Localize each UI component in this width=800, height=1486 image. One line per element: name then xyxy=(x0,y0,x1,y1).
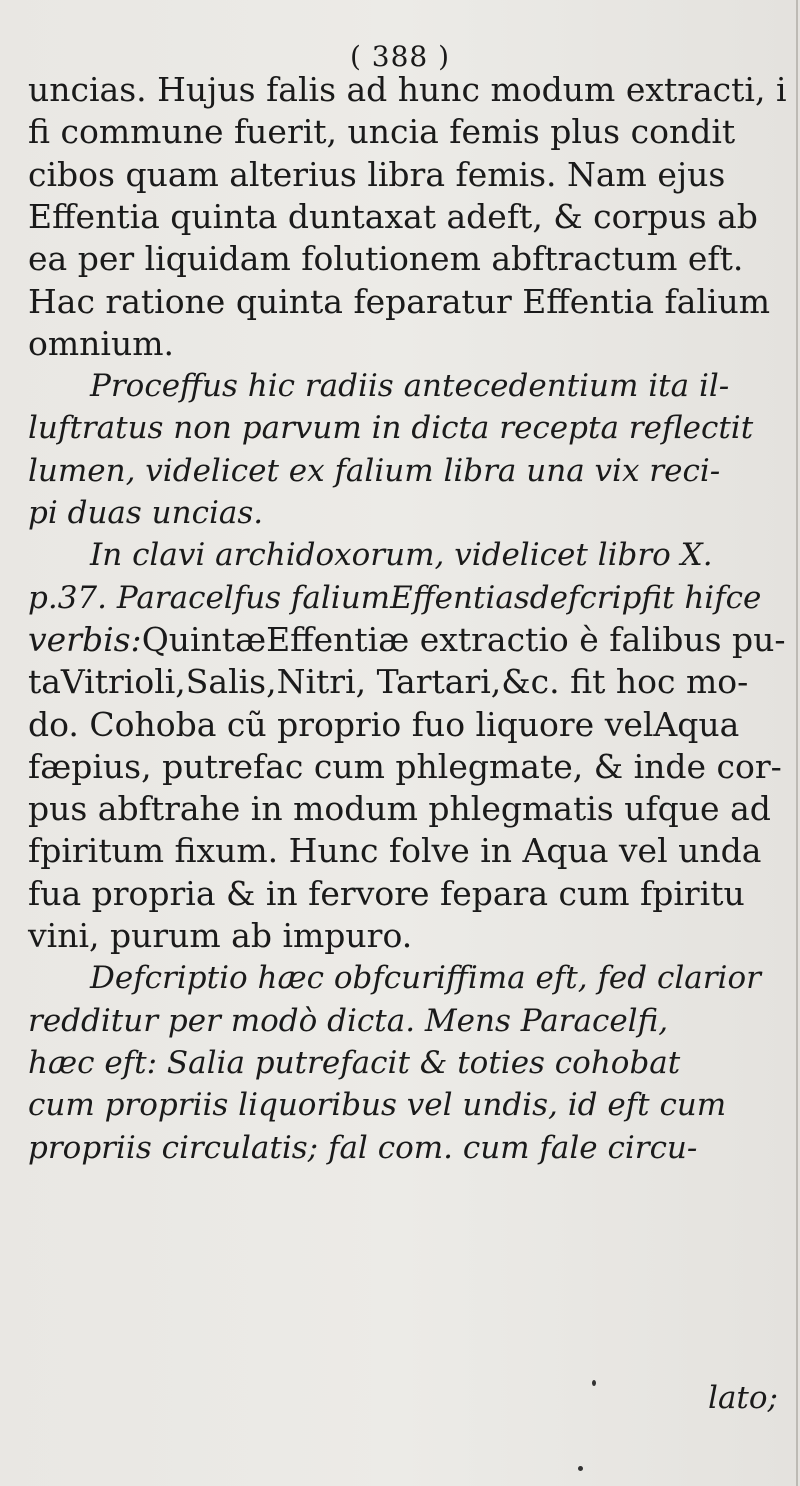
text-line: p.37. Paracelfus faliumEffentiasdefcripfit hifce xyxy=(28,579,762,616)
text-line xyxy=(0,620,800,660)
text-line: Effentia quinta duntaxat adeft, & corpus ab xyxy=(28,196,758,236)
text-line: lumen, videlicet ex falium libra una vix reci- xyxy=(28,452,721,489)
roman-fragment: QuintæEffentiæ extractio è falibus pu- xyxy=(141,619,786,659)
text-line: pus abftrahe in modum phlegmatis ufque ad xyxy=(28,789,771,829)
text-line: do. Cohoba cũ proprio fuo liquore velAqua xyxy=(28,704,740,744)
text-line: luftratus non parvum in dicta recepta reflectit xyxy=(28,410,754,447)
text-line: fpiritum fixum. Hunc folve in Aqua vel unda xyxy=(28,831,762,871)
text-line: taVitrioli,Salis,Nitri, Tartari,&c. fit hoc mo- xyxy=(28,662,749,702)
text-line: Proceffus hic radiis antecedentium ita il- xyxy=(90,368,730,405)
text-line: redditur per modò dicta. Mens Paracelfi, xyxy=(28,1002,669,1039)
text-line: cibos quam alterius libra femis. Nam ejus xyxy=(28,154,726,194)
italic-fragment: verbis: xyxy=(28,619,142,659)
text-line: hæc eft: Salia putrefacit & toties cohobat xyxy=(28,1044,681,1081)
text-line: cum propriis liquoribus vel undis, id eft cum xyxy=(28,1087,727,1124)
text-line: fæpius, putrefac cum phlegmate, & inde cor- xyxy=(28,746,782,786)
text-line: uncias. Hujus falis ad hunc modum extracti, i xyxy=(28,70,787,109)
text-line: vini, purum ab impuro. xyxy=(28,916,413,955)
text-line: propriis circulatis; fal com. cum fale circu- xyxy=(28,1129,698,1166)
catchword: lato; xyxy=(708,1380,778,1416)
ink-speck xyxy=(578,1466,583,1471)
text-line: omnium. xyxy=(28,323,175,363)
text-line: fua propria & in fervore fepara cum fpiritu xyxy=(28,873,745,913)
text-line: ea per liquidam folutionem abftractum eft. xyxy=(28,239,744,279)
text-line: Hac ratione quinta feparatur Effentia falium xyxy=(28,281,771,321)
page-number: ( 388 ) xyxy=(349,40,451,73)
text-line: pi duas uncias. xyxy=(28,495,264,531)
text-line: fi commune fuerit, uncia femis plus condit xyxy=(28,112,736,152)
text-line: Defcriptio hæc obfcuriffima eft, fed clarior xyxy=(90,960,761,997)
ink-speck xyxy=(592,1380,596,1386)
text-line: In clavi archidoxorum, videlicet libro X. xyxy=(90,537,713,574)
